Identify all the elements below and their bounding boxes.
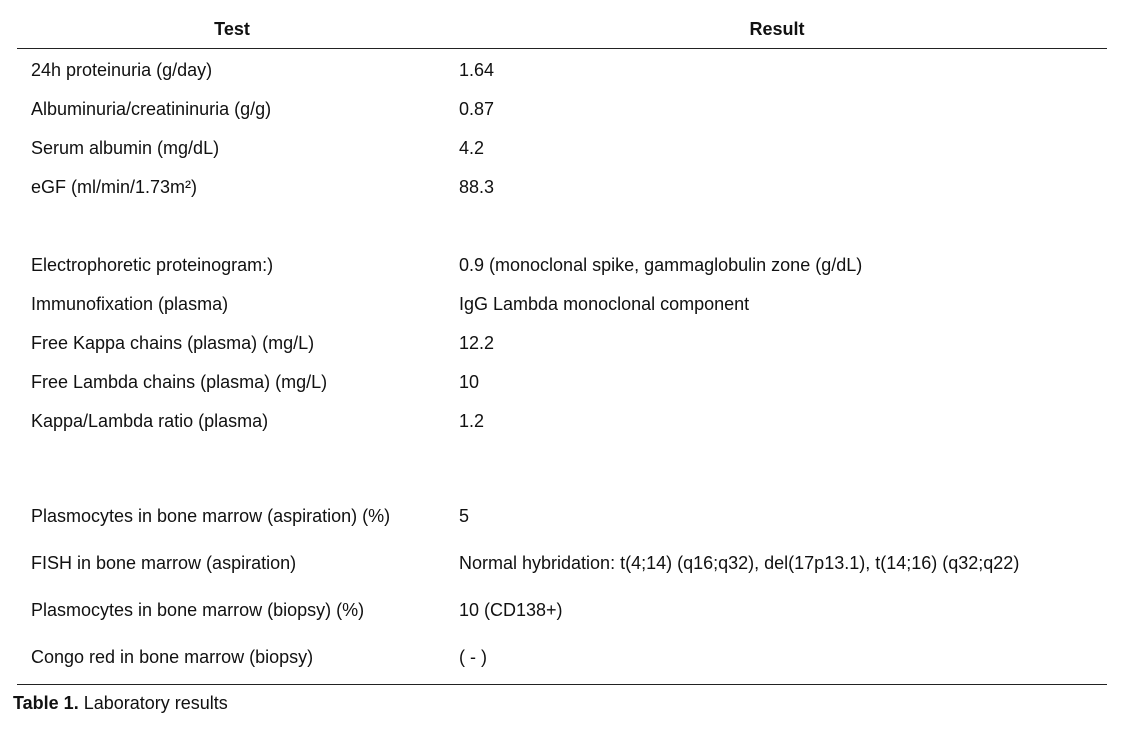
column-header-test: Test xyxy=(214,19,250,39)
table-row xyxy=(17,409,1107,439)
table-caption xyxy=(13,693,228,714)
test-result: 10 (CD138+) xyxy=(459,600,563,620)
test-name: Immunofixation (plasma) xyxy=(31,294,229,314)
test-name: 24h proteinuria (g/day) xyxy=(31,60,213,80)
test-result: 10 xyxy=(459,372,480,392)
caption-label: Table 1. xyxy=(13,693,79,713)
test-result: ( - ) xyxy=(459,647,487,667)
table-row xyxy=(17,58,1107,88)
test-name: Congo red in bone marrow (biopsy) xyxy=(31,647,314,667)
test-result: 88.3 xyxy=(459,177,495,197)
test-result: 0.9 (monoclonal spike, gammaglobulin zone (g/dL) xyxy=(459,255,863,275)
test-name: Kappa/Lambda ratio (plasma) xyxy=(31,411,269,431)
test-name: Free Lambda chains (plasma) (mg/L) xyxy=(31,372,328,392)
table-header-row xyxy=(17,0,1107,49)
test-name: Electrophoretic proteinogram:) xyxy=(31,255,274,275)
test-result: 1.2 xyxy=(459,411,485,431)
test-name: Plasmocytes in bone marrow (biopsy) (%) xyxy=(31,600,365,620)
test-result: 1.64 xyxy=(459,60,495,80)
test-result: 0.87 xyxy=(459,99,495,119)
test-name: Free Kappa chains (plasma) (mg/L) xyxy=(31,333,315,353)
table-row xyxy=(17,551,1107,581)
table-row xyxy=(17,645,1107,675)
test-name: Albuminuria/creatininuria (g/g) xyxy=(31,99,272,119)
test-result: Normal hybridation: t(4;14) (q16;q32), del(17p13.1), t(14;16) (q32;q22) xyxy=(459,553,1020,573)
test-result: IgG Lambda monoclonal component xyxy=(459,294,750,314)
test-result: 4.2 xyxy=(459,138,485,158)
table-row xyxy=(17,504,1107,534)
test-name: FISH in bone marrow (aspiration) xyxy=(31,553,297,573)
table-row xyxy=(17,175,1107,205)
table-row xyxy=(17,292,1107,322)
table-row xyxy=(17,97,1107,127)
table-row xyxy=(17,370,1107,400)
test-name: eGF (ml/min/1.73m²) xyxy=(31,177,198,197)
table-bottom-rule xyxy=(17,684,1107,685)
table-row xyxy=(17,253,1107,283)
test-name: Serum albumin (mg/dL) xyxy=(31,138,220,158)
column-header-result: Result xyxy=(749,19,805,39)
caption-text: Laboratory results xyxy=(78,693,228,713)
test-result: 12.2 xyxy=(459,333,495,353)
table-row xyxy=(17,136,1107,166)
table-row xyxy=(17,598,1107,628)
table-row xyxy=(17,331,1107,361)
test-result: 5 xyxy=(459,506,470,526)
laboratory-results-table xyxy=(17,0,1107,667)
test-name: Plasmocytes in bone marrow (aspiration) (%) xyxy=(31,506,391,526)
